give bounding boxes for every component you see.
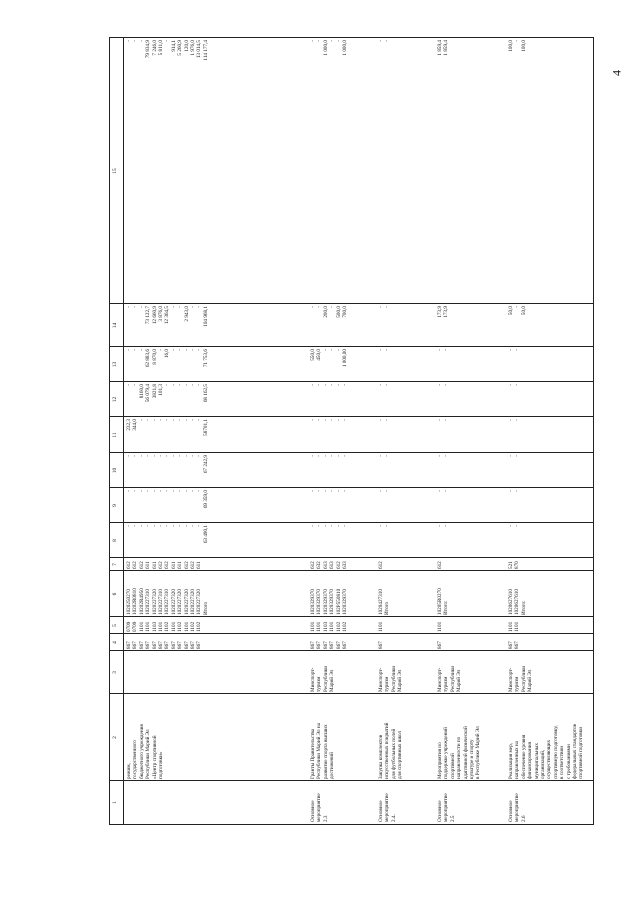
table-cell: 612 bbox=[437, 561, 443, 569]
table-cell: - - bbox=[437, 525, 450, 527]
table-cell: 867 bbox=[378, 641, 384, 649]
column-divider bbox=[110, 303, 593, 304]
column-divider bbox=[110, 346, 593, 347]
column-divider bbox=[110, 416, 593, 417]
column-header: 15 bbox=[112, 168, 118, 174]
table-cell: - - bbox=[378, 419, 391, 421]
table-cell: Основное мероприятие 2.5 bbox=[437, 793, 456, 822]
column-header: 10 bbox=[112, 467, 118, 474]
table-cell: 232,3 344,0 - - - - - - - - - - 58701,1 bbox=[126, 419, 209, 436]
table-cell: Основное мероприятие 2.4. bbox=[378, 793, 397, 822]
table-cell: - - bbox=[508, 349, 521, 351]
table-cell: - - - - - - bbox=[310, 455, 349, 457]
table-cell: 173,9 173,9 bbox=[437, 306, 450, 318]
column-header: 8 bbox=[112, 539, 118, 542]
table-cell: - - bbox=[378, 384, 391, 386]
column-header: 13 bbox=[112, 361, 118, 368]
table-cell: - - 1 000,0 - - 1 000,0 bbox=[310, 40, 349, 56]
table-cell: - - bbox=[437, 384, 450, 386]
column-header: 6 bbox=[112, 592, 118, 596]
column-divider bbox=[110, 570, 593, 571]
column-divider bbox=[110, 616, 593, 617]
table-cell: Минспорт- туризм Республики Марий Эл bbox=[437, 665, 463, 692]
column-divider bbox=[110, 780, 593, 781]
table-cell: - - bbox=[378, 490, 391, 492]
table-cell: 1101 bbox=[437, 621, 443, 632]
table-cell: - - bbox=[378, 40, 391, 42]
table-cell: 1020329370 1020329370 1020329370 1020329370 102Р550810 1020329370 bbox=[310, 588, 349, 615]
table-cell: 867 867 867 867 867 867 867 867 867 867 867 867 bbox=[126, 641, 203, 649]
table-cell: 867 bbox=[437, 641, 443, 649]
table-cell: 521 870 bbox=[508, 561, 521, 569]
column-divider bbox=[110, 452, 593, 453]
column-header: 14 bbox=[112, 322, 118, 329]
table-cell: 10205R0270 Итого: bbox=[437, 588, 450, 615]
table-cell: - - - 62 883,6 8 870,0 - 16,0 - - - - - 71 753,6 bbox=[126, 349, 209, 368]
table-cell: - - - 79 834,9 7 246,0 5 811,0 - 914,1 5 260,9 120,0 1 976,0 13 014,5 114 177,4 bbox=[126, 40, 209, 61]
table-cell: 1101 1101 1103 1101 1102 1102 bbox=[310, 621, 349, 632]
table-cell: - - bbox=[437, 490, 450, 492]
table-cell: - - - - - - bbox=[310, 490, 349, 492]
column-header: 9 bbox=[112, 504, 118, 507]
column-header: 7 bbox=[112, 563, 118, 566]
table-cell: 612 bbox=[378, 561, 384, 569]
page-number: 4 bbox=[609, 70, 624, 76]
table-cell: 867 867 867 867 867 867 bbox=[310, 641, 349, 649]
column-divider bbox=[110, 557, 593, 558]
table-cell: 1020427310 Итого bbox=[378, 589, 391, 615]
column-header: 3 bbox=[112, 671, 118, 674]
table-cell: Закупка комплектов искусственных покрытий для футбольных полей для спортивных школ bbox=[378, 722, 404, 779]
column-divider bbox=[110, 381, 593, 382]
column-header: 12 bbox=[112, 396, 118, 403]
column-header: 2 bbox=[112, 736, 118, 739]
table-cell: - - 200,0 - 500,0 700,0 bbox=[310, 306, 349, 318]
column-divider bbox=[110, 633, 593, 634]
table-cell: Минспорт- туризм Республики Марий Эл bbox=[508, 665, 534, 692]
table-cell: Минспорт- туризм Республики Марий Эл bbox=[310, 665, 336, 692]
table-cell: Реализация мер, направленных на обеспечение уровня финансирования муниципальных организаций, осуществляющих спортивную подготовку, в соответствии с требованиями федеральных стандартов спортивной подготовки bbox=[508, 723, 585, 779]
table-cell: 0709 0709 1101 1101 1103 1101 1102 1101 1102 1101 1102 1102 bbox=[126, 621, 203, 632]
table-cell: режим, государственного бюджетного учреждения Республики Марий Эл «Центр спортивной подготовки» bbox=[126, 724, 165, 779]
table-cell: 50,0 - 50,0 bbox=[508, 306, 527, 316]
table-cell: - - - - - - - - - - - - 67 242,9 bbox=[126, 455, 209, 474]
table-cell: - - bbox=[437, 455, 450, 457]
column-divider bbox=[110, 650, 593, 651]
column-header: 11 bbox=[112, 432, 118, 438]
table-cell: - - bbox=[508, 525, 521, 527]
rotated-table-area bbox=[109, 37, 594, 825]
column-header: 4 bbox=[112, 641, 118, 644]
table-cell: 1101 1101 bbox=[508, 621, 521, 632]
table-cell: - - bbox=[378, 349, 391, 351]
table-cell: 867 867 bbox=[508, 641, 521, 649]
table-cell: - - bbox=[508, 490, 521, 492]
column-divider bbox=[110, 522, 593, 523]
table-cell: - - bbox=[508, 455, 521, 457]
table-cell: 1020627610 1020627610 Итого: bbox=[508, 589, 527, 615]
table-cell: 550,0 450,0 - - - 1 000,00 bbox=[310, 349, 349, 368]
table-cell: 612 632 613 613 612 633 bbox=[310, 561, 349, 569]
table-cell: Минспорт- туризм Республики Марий Эл bbox=[378, 665, 404, 692]
table-cell: Гранты Правительства Республики Марий Эл на развитие спорта высших достижений bbox=[310, 723, 336, 779]
budget-table bbox=[109, 37, 594, 825]
table-cell: - - bbox=[378, 306, 391, 308]
header-divider bbox=[123, 38, 124, 824]
table-cell: - - 8160,0 56 079,4 3821,8 101,3 - - - - - - 68 162,5 bbox=[126, 384, 209, 403]
table-cell: Мероприятия по поддержке учреждений спортивной направленности по адаптивной физической культуре и спорту в Республике Марий Эл bbox=[437, 726, 482, 779]
column-header: 5 bbox=[112, 624, 118, 627]
table-cell: - - - - - - bbox=[310, 525, 349, 527]
table-cell: 1020250270 10202R0810 10202R4950 1020227310 1020227320 1020227310 1020227310 1020227320 1020227320 1020227320 1020227320 1020227320 Итого bbox=[126, 588, 209, 615]
table-cell: - - - - - - bbox=[310, 419, 349, 421]
table-cell: 1101 bbox=[378, 621, 384, 632]
table-cell: - - - - - - - - - - - - 69 359,0 bbox=[126, 490, 209, 509]
table-cell: - - bbox=[437, 419, 450, 421]
column-divider bbox=[110, 693, 593, 694]
table-cell: - - bbox=[378, 525, 391, 527]
table-cell: Основное мероприятие 2.6 bbox=[508, 793, 527, 822]
table-cell: 1 859,4 1 859,4 bbox=[437, 40, 450, 56]
table-cell: - - - - - - - - - - - - 63 490,1 bbox=[126, 525, 209, 544]
table-cell: 612 612 612 611 611 612 612 611 611 612 612 611 bbox=[126, 561, 203, 569]
table-cell: - - bbox=[508, 384, 521, 386]
table-cell: 100,0 - 100,0 bbox=[508, 40, 527, 52]
table-cell: - - - 73 122,7 12 660,9 3 876,0 12 364,5 - - 2 943,0 - - 104 968,1 bbox=[126, 306, 209, 327]
table-cell: - - - - - - bbox=[310, 384, 349, 386]
column-divider bbox=[110, 487, 593, 488]
table-cell: Основное мероприятие 2.3 bbox=[310, 793, 329, 822]
table-cell: - - bbox=[437, 349, 450, 351]
table-cell: - - bbox=[378, 455, 391, 457]
column-header: 1 bbox=[112, 801, 118, 804]
table-cell: - - bbox=[508, 419, 521, 421]
